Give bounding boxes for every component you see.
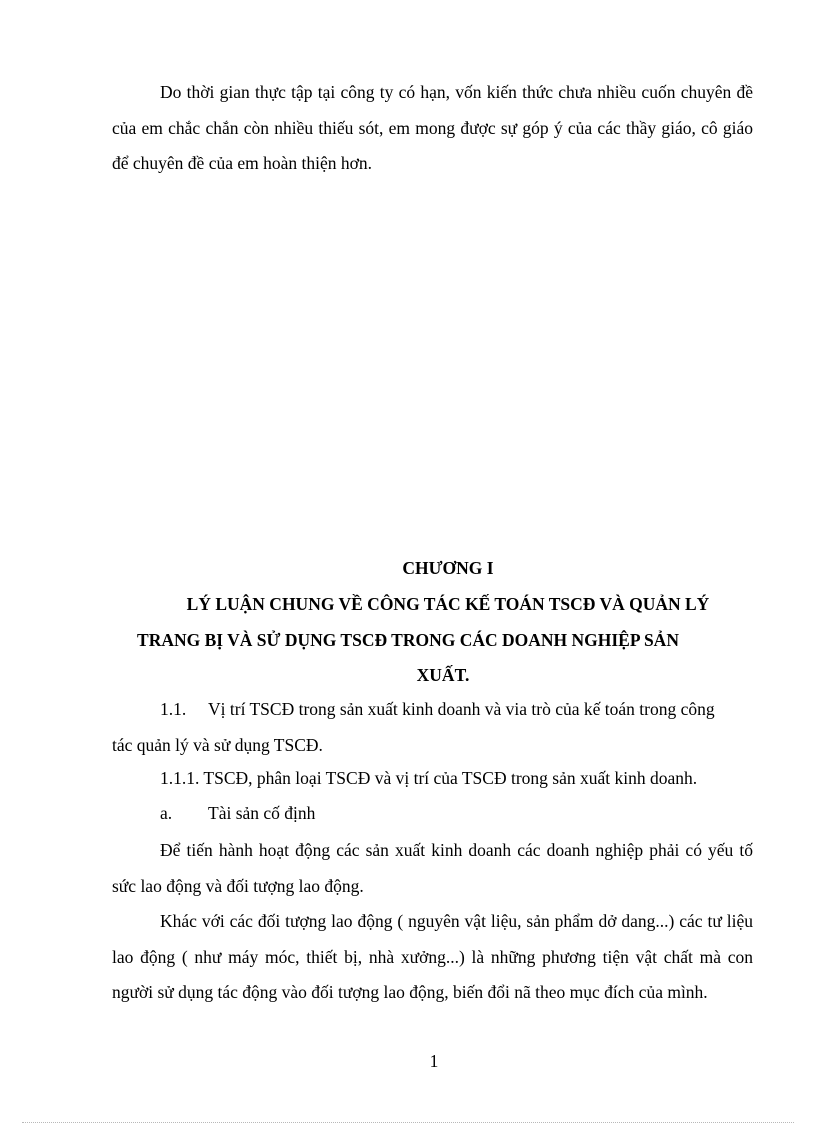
section-1-1-line-1: Vị trí TSCĐ trong sản xuất kinh doanh và via trò của kế toán trong công xyxy=(208,699,715,719)
chapter-title-line-2: TRANG BỊ VÀ SỬ DỤNG TSCĐ TRONG CÁC DOANH NGHIỆP SẢN xyxy=(137,630,679,650)
paragraph-1: Để tiến hành hoạt động các sản xuất kinh doanh các doanh nghiệp phải có yếu tố sức lao động và đối tượng lao động. xyxy=(112,840,753,896)
page-number: 1 xyxy=(429,1051,439,1071)
item-a-label: a. xyxy=(160,803,173,823)
intro-paragraph: Do thời gian thực tập tại công ty có hạn, vốn kiến thức chưa nhiều cuốn chuyên đề của em chắc chắn còn nhiều thiếu sót, em mong được sự góp ý của các thầy giáo, cô giáo để chuyên đề của em hoàn thiện hơn. xyxy=(112,82,753,173)
chapter-title-line-3: XUẤT. xyxy=(416,665,470,685)
section-1-1-line-2: tác quản lý và sử dụng TSCĐ. xyxy=(112,734,323,755)
chapter-number: CHƯƠNG I xyxy=(402,558,494,578)
section-1-1-1-heading: 1.1.1. TSCĐ, phân loại TSCĐ và vị trí của TSCĐ trong sản xuất kinh doanh. xyxy=(160,768,698,788)
chapter-title-line-1: LÝ LUẬN CHUNG VỀ CÔNG TÁC KẾ TOÁN TSCĐ VÀ QUẢN LÝ xyxy=(186,594,710,614)
item-a xyxy=(160,803,315,824)
section-1-1-heading xyxy=(112,692,772,763)
paragraph-2: Khác với các đối tượng lao động ( nguyên vật liệu, sản phẩm dở dang...) các tư liệu lao động ( như máy móc, thiết bị, nhà xưởng...) là những phương tiện vật chất mà con người sử dụng tác động vào đối tượng lao động, biến đổi nã theo mục đích của mình. xyxy=(112,911,753,1002)
item-a-text: Tài sản cố định xyxy=(208,803,316,823)
section-1-1-number: 1.1. xyxy=(160,699,187,719)
